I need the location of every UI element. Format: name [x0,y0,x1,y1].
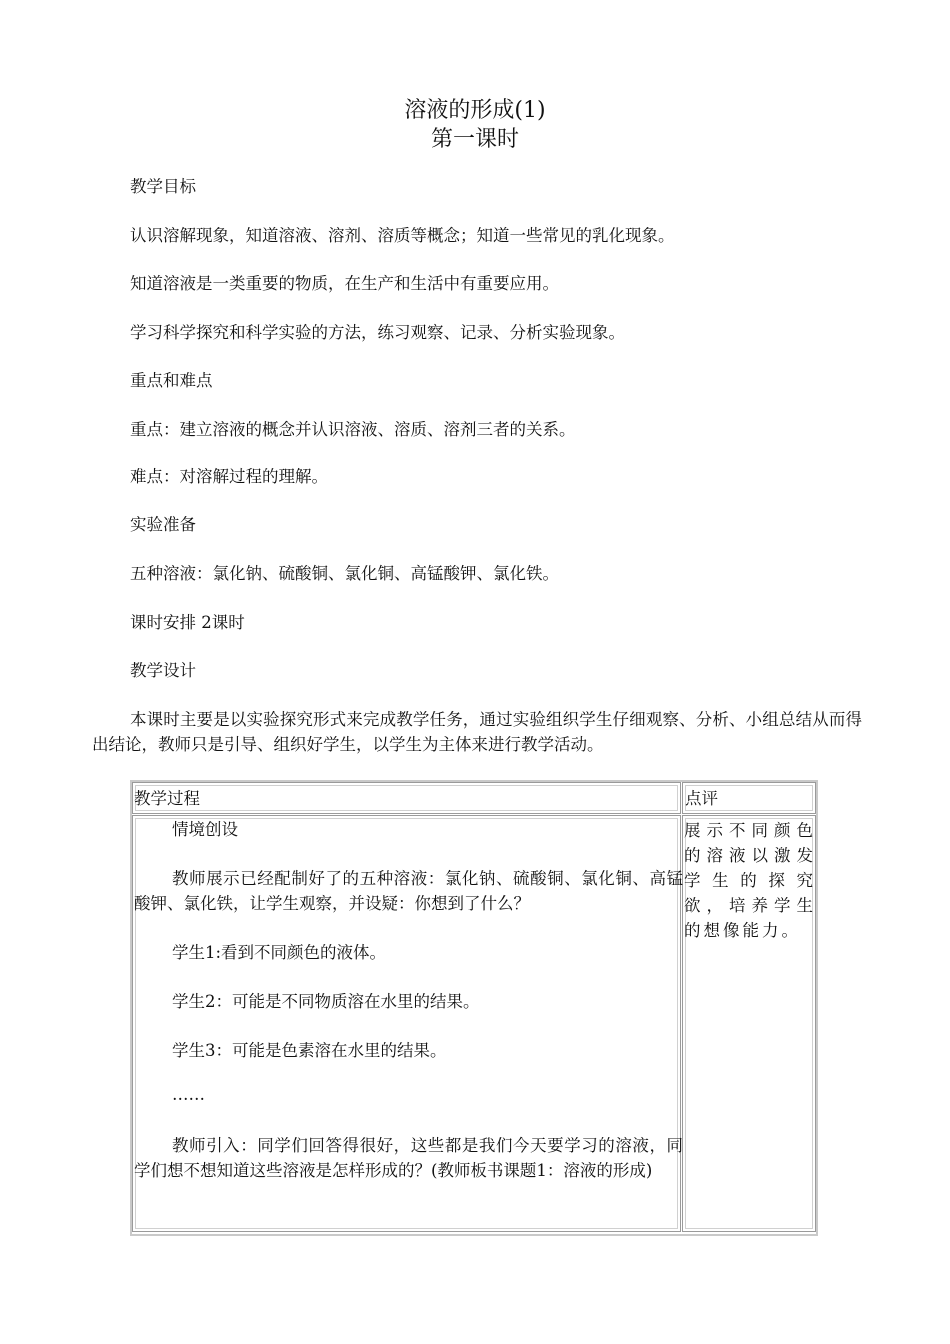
goal-3: 学习科学探究和科学实验的方法，练习观察、记录、分析实验现象。 [130,323,625,342]
experiment-prep-heading: 实验准备 [130,515,196,534]
document-title: 溶液的形成(1) [404,98,546,123]
header-cell-process [132,782,681,814]
scene-heading: 情境创设 [172,820,238,839]
header-process-label: 教学过程 [134,789,200,808]
key-point: 重点：建立溶液的概念并认识溶液、溶质、溶剂三者的关系。 [130,420,576,439]
design-paragraph: 本课时主要是以实验探究形式来完成教学任务，通过实验组织学生仔细观察、分析、小组总结从而得出结论，教师只是引导、组织好学生，以学生为主体来进行教学活动。 [92,710,862,754]
teacher-show: 教师展示已经配制好了的五种溶液：氯化钠、硫酸铜、氯化铜、高锰酸钾、氯化铁，让学生观察，并设疑：你想到了什么？ [134,869,683,913]
student-1: 学生1:看到不同颜色的液体。 [172,943,387,962]
goal-1: 认识溶解现象，知道溶液、溶剂、溶质等概念；知道一些常见的乳化现象。 [130,226,675,245]
header-cell-process-inner [135,785,678,811]
key-points-heading: 重点和难点 [130,371,213,390]
student-2: 学生2：可能是不同物质溶在水里的结果。 [172,992,480,1011]
experiment-prep: 五种溶液：氯化钠、硫酸铜、氯化铜、高锰酸钾、氯化铁。 [130,564,559,583]
ellipsis: …… [172,1085,205,1104]
student-3: 学生3：可能是色素溶在水里的结果。 [172,1041,447,1060]
header-comment-label: 点评 [685,789,718,808]
document-subtitle: 第一课时 [430,127,519,152]
design-heading: 教学设计 [130,661,196,680]
difficult-point: 难点：对溶解过程的理解。 [130,467,328,486]
goal-2: 知道溶液是一类重要的物质，在生产和生活中有重要应用。 [130,274,559,293]
comment-text: 展示不同颜色的溶液以激发学生的探究欲，培养学生的想像能力。 [684,821,816,940]
teacher-intro: 教师引入：同学们回答得很好，这些都是我们今天要学习的溶液，同学们想不想知道这些溶液是怎样形成的？(教师板书课题1：溶液的形成) [134,1136,683,1180]
schedule: 课时安排 2课时 [130,613,245,632]
teaching-goals-heading: 教学目标 [130,177,196,196]
